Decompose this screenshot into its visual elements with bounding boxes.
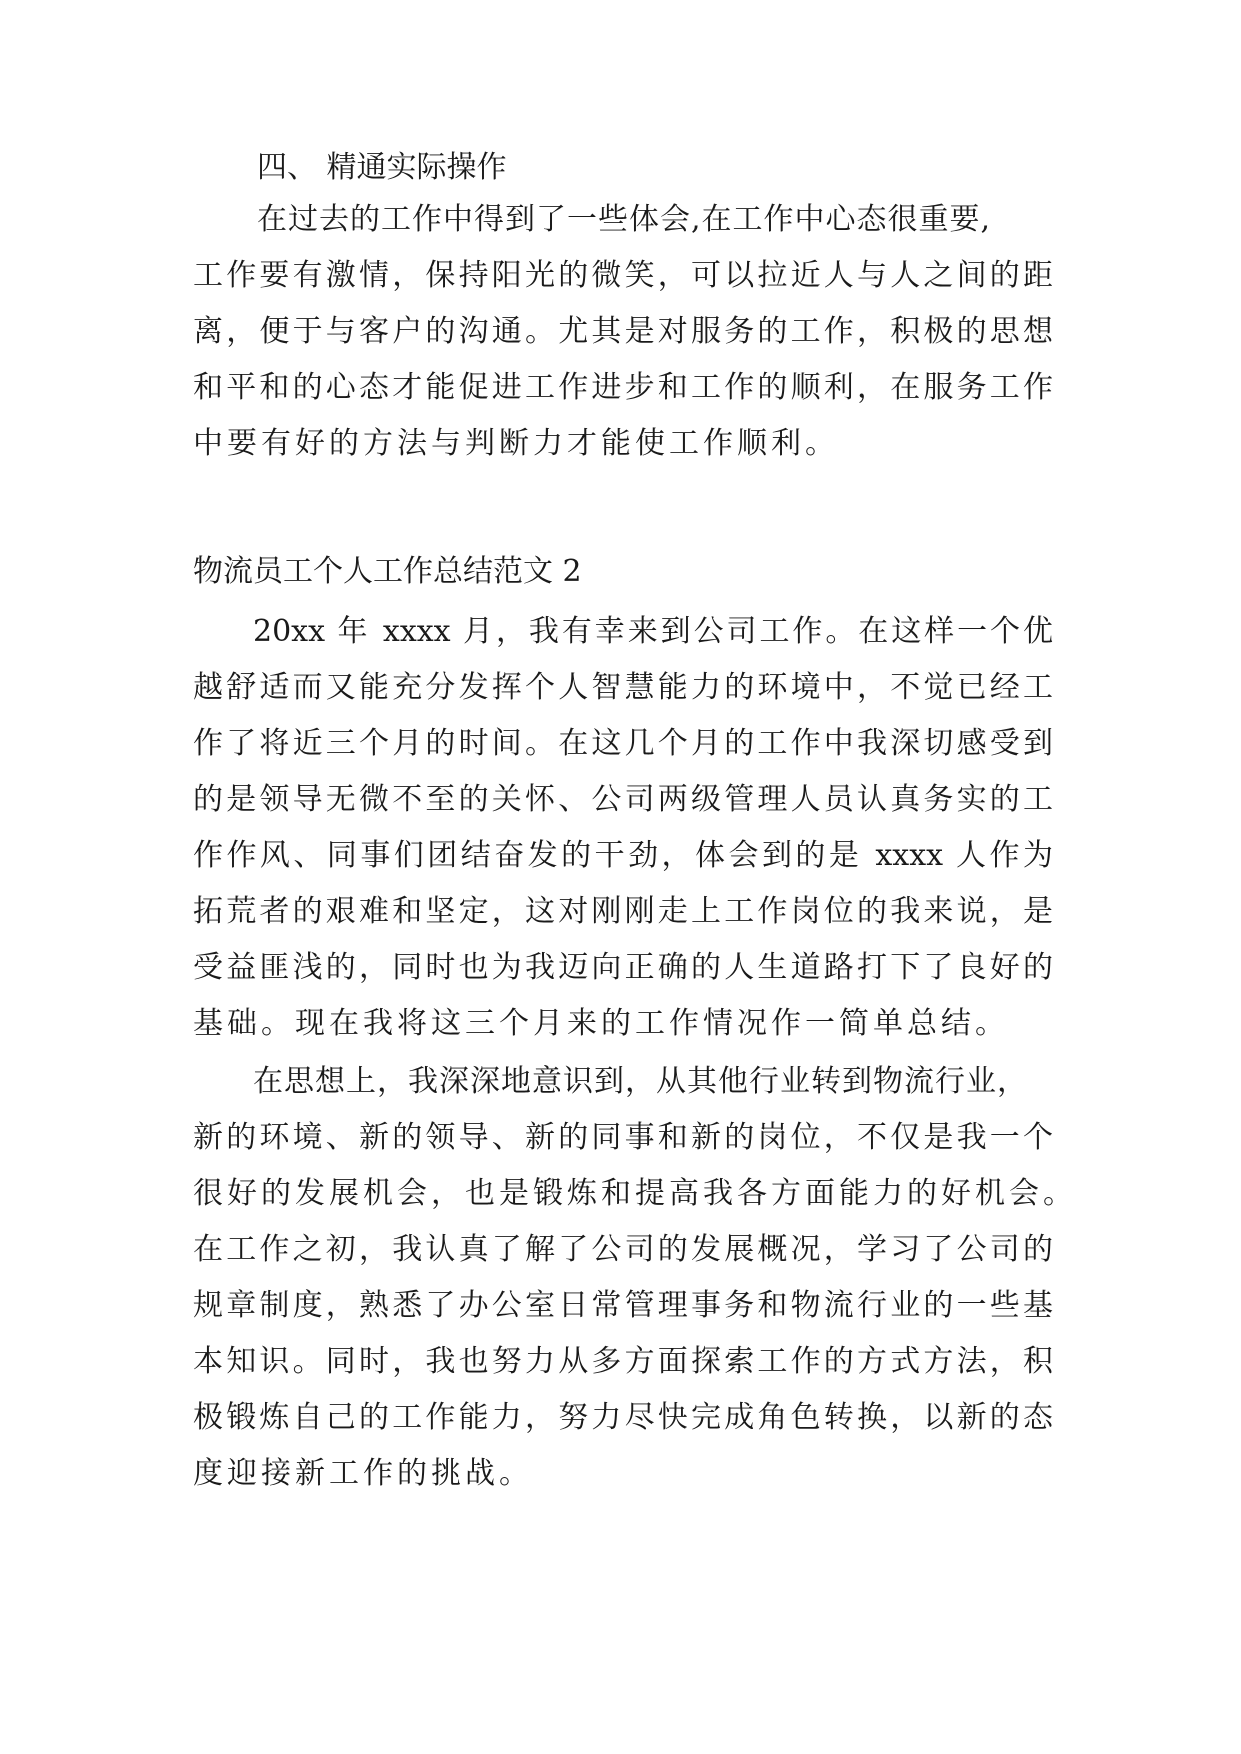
paragraph-line: 度迎接新工作的挑战。: [193, 1456, 533, 1491]
paragraph-line: 本知识。同时，我也努力从多方面探索工作的方式方法，积: [193, 1344, 1053, 1379]
paragraph-line: 拓荒者的艰难和坚定，这对刚刚走上工作岗位的我来说，是: [193, 894, 1053, 929]
paragraph-line: 作了将近三个月的时间。在这几个月的工作中我深切感受到: [193, 726, 1053, 761]
paragraph-line: 受益匪浅的，同时也为我迈向正确的人生道路打下了良好的: [193, 950, 1053, 985]
paragraph-line: 作作风、同事们团结奋发的干劲，体会到的是 xxxx 人作为: [193, 838, 1053, 873]
paragraph-line: 越舒适而又能充分发挥个人智慧能力的环境中，不觉已经工: [193, 670, 1053, 705]
paragraph-line: 在工作之初，我认真了解了公司的发展概况，学习了公司的: [193, 1232, 1053, 1267]
paragraph-line: 新的环境、新的领导、新的同事和新的岗位，不仅是我一个: [193, 1120, 1053, 1155]
paragraph-line: 极锻炼自己的工作能力，努力尽快完成角色转换，以新的态: [193, 1400, 1053, 1435]
paragraph-line: 离，便于与客户的沟通。尤其是对服务的工作，积极的思想: [193, 314, 1053, 349]
paragraph-line: 基础。现在我将这三个月来的工作情况作一简单总结。: [193, 1006, 1009, 1041]
paragraph-line: 中要有好的方法与判断力才能使工作顺利。: [193, 426, 839, 461]
paragraph-line: 和平和的心态才能促进工作进步和工作的顺利，在服务工作: [193, 370, 1053, 405]
paragraph-line: 规章制度，熟悉了办公室日常管理事务和物流行业的一些基: [193, 1288, 1053, 1323]
paragraph-line: 在思想上，我深深地意识到，从其他行业转到物流行业，: [253, 1064, 1028, 1099]
paragraph-line: 的是领导无微不至的关怀、公司两级管理人员认真务实的工: [193, 782, 1053, 817]
article-title: 物流员工个人工作总结范文 2: [193, 554, 582, 589]
paragraph-line: 很好的发展机会，也是锻炼和提高我各方面能力的好机会。: [193, 1176, 1073, 1211]
section-heading: 四、 精通实际操作: [257, 150, 507, 185]
paragraph-line: 工作要有激情，保持阳光的微笑，可以拉近人与人之间的距: [193, 258, 1053, 293]
paragraph-line: 在过去的工作中得到了一些体会,在工作中心态很重要,: [257, 202, 992, 237]
paragraph-line: 20xx 年 xxxx 月，我有幸来到公司工作。在这样一个优: [253, 614, 1053, 649]
